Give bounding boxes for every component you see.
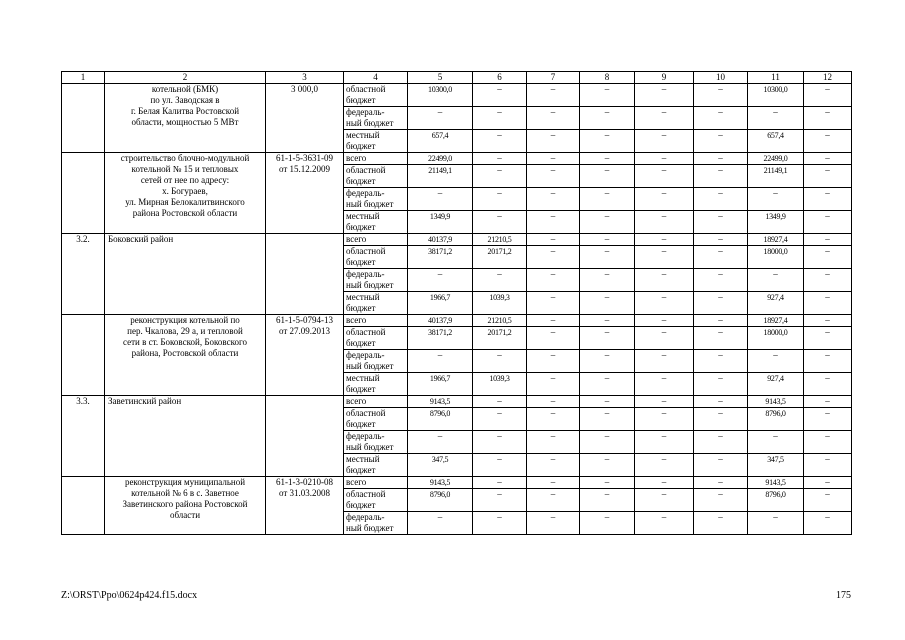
- amount-cell: 927,4: [748, 292, 804, 315]
- amount-cell: –: [635, 408, 694, 431]
- amount-cell: 20171,2: [473, 246, 527, 269]
- amount-cell: –: [635, 350, 694, 373]
- amount-cell: 1966,7: [408, 292, 473, 315]
- amount-cell: –: [473, 477, 527, 489]
- amount-cell: –: [580, 211, 635, 234]
- amount-cell: –: [694, 477, 748, 489]
- amount-cell: –: [473, 489, 527, 512]
- funding-source: местный бюджет: [344, 211, 408, 234]
- amount-cell: –: [804, 350, 852, 373]
- amount-cell: –: [635, 431, 694, 454]
- amount-cell: –: [694, 350, 748, 373]
- amount-cell: –: [694, 130, 748, 153]
- amount-cell: 657,4: [748, 130, 804, 153]
- amount-cell: 9143,5: [408, 477, 473, 489]
- file-path: Z:\ORST\Ppo\0624p424.f15.docx: [61, 590, 198, 601]
- amount-cell: 40137,9: [408, 234, 473, 246]
- column-number: 8: [580, 72, 635, 84]
- item-number: 3.3.: [62, 396, 105, 477]
- amount-cell: –: [527, 269, 580, 292]
- amount-cell: 1966,7: [408, 373, 473, 396]
- amount-cell: –: [635, 396, 694, 408]
- amount-cell: –: [527, 327, 580, 350]
- item-number: [62, 84, 105, 153]
- amount-cell: 10300,0: [748, 84, 804, 107]
- table-row: [62, 396, 852, 408]
- amount-cell: –: [580, 477, 635, 489]
- amount-cell: –: [580, 454, 635, 477]
- amount-cell: –: [527, 454, 580, 477]
- amount-cell: –: [580, 246, 635, 269]
- column-number: 12: [804, 72, 852, 84]
- funding-source: областной бюджет: [344, 165, 408, 188]
- amount-cell: –: [473, 431, 527, 454]
- amount-cell: –: [748, 107, 804, 130]
- amount-cell: 347,5: [408, 454, 473, 477]
- amount-cell: –: [527, 107, 580, 130]
- amount-cell: –: [580, 373, 635, 396]
- amount-cell: –: [527, 84, 580, 107]
- amount-cell: 8796,0: [408, 489, 473, 512]
- column-number: 4: [344, 72, 408, 84]
- amount-cell: –: [527, 477, 580, 489]
- amount-cell: –: [473, 512, 527, 535]
- amount-cell: –: [580, 292, 635, 315]
- amount-cell: –: [804, 512, 852, 535]
- amount-cell: –: [694, 327, 748, 350]
- amount-cell: –: [473, 130, 527, 153]
- amount-cell: –: [527, 431, 580, 454]
- amount-cell: –: [694, 269, 748, 292]
- funding-source: всего: [344, 153, 408, 165]
- amount-cell: –: [748, 431, 804, 454]
- amount-cell: –: [580, 165, 635, 188]
- amount-cell: –: [694, 292, 748, 315]
- amount-cell: –: [580, 350, 635, 373]
- amount-cell: 18000,0: [748, 327, 804, 350]
- item-number: 3.2.: [62, 234, 105, 315]
- table-row: [62, 153, 852, 165]
- amount-cell: –: [694, 315, 748, 327]
- amount-cell: –: [694, 234, 748, 246]
- project-code: [266, 396, 344, 477]
- amount-cell: –: [804, 408, 852, 431]
- amount-cell: –: [408, 350, 473, 373]
- amount-cell: 1349,9: [408, 211, 473, 234]
- amount-cell: –: [580, 188, 635, 211]
- amount-cell: –: [804, 211, 852, 234]
- table-row: [62, 315, 852, 327]
- amount-cell: –: [804, 165, 852, 188]
- amount-cell: 1039,3: [473, 373, 527, 396]
- amount-cell: –: [408, 512, 473, 535]
- amount-cell: –: [408, 107, 473, 130]
- amount-cell: –: [635, 512, 694, 535]
- amount-cell: 40137,9: [408, 315, 473, 327]
- amount-cell: –: [635, 130, 694, 153]
- amount-cell: –: [635, 188, 694, 211]
- amount-cell: –: [804, 327, 852, 350]
- amount-cell: –: [694, 512, 748, 535]
- amount-cell: 38171,2: [408, 327, 473, 350]
- amount-cell: –: [635, 373, 694, 396]
- amount-cell: –: [527, 489, 580, 512]
- amount-cell: –: [473, 84, 527, 107]
- amount-cell: –: [635, 246, 694, 269]
- amount-cell: –: [694, 153, 748, 165]
- funding-source: областной бюджет: [344, 327, 408, 350]
- amount-cell: –: [694, 165, 748, 188]
- column-number: 1: [62, 72, 105, 84]
- amount-cell: –: [694, 489, 748, 512]
- amount-cell: –: [635, 107, 694, 130]
- amount-cell: –: [694, 373, 748, 396]
- amount-cell: 1039,3: [473, 292, 527, 315]
- funding-source: местный бюджет: [344, 130, 408, 153]
- project-code: 61-1-3-0210-08 от 31.03.2008: [266, 477, 344, 535]
- column-number: 11: [748, 72, 804, 84]
- amount-cell: –: [694, 454, 748, 477]
- amount-cell: 8796,0: [408, 408, 473, 431]
- amount-cell: –: [580, 396, 635, 408]
- amount-cell: –: [473, 350, 527, 373]
- item-name: Боковский район: [105, 234, 266, 315]
- column-number: 9: [635, 72, 694, 84]
- amount-cell: –: [473, 269, 527, 292]
- amount-cell: –: [804, 373, 852, 396]
- amount-cell: –: [635, 489, 694, 512]
- funding-source: федераль- ный бюджет: [344, 107, 408, 130]
- amount-cell: 22499,0: [748, 153, 804, 165]
- amount-cell: 20171,2: [473, 327, 527, 350]
- amount-cell: 18927,4: [748, 315, 804, 327]
- amount-cell: –: [473, 396, 527, 408]
- amount-cell: –: [527, 153, 580, 165]
- amount-cell: –: [527, 373, 580, 396]
- amount-cell: –: [748, 188, 804, 211]
- amount-cell: –: [473, 188, 527, 211]
- item-name: реконструкция муниципальной котельной № 6 в с. Заветное Заветинского района Ростовской области: [105, 477, 266, 535]
- amount-cell: –: [694, 246, 748, 269]
- amount-cell: –: [527, 292, 580, 315]
- amount-cell: 21210,5: [473, 315, 527, 327]
- amount-cell: –: [694, 431, 748, 454]
- amount-cell: 18000,0: [748, 246, 804, 269]
- item-name: Заветинский район: [105, 396, 266, 477]
- amount-cell: 21149,1: [408, 165, 473, 188]
- amount-cell: –: [804, 315, 852, 327]
- amount-cell: –: [580, 107, 635, 130]
- table-row: [62, 234, 852, 246]
- project-code: 61-1-5-0794-13 от 27.09.2013: [266, 315, 344, 396]
- amount-cell: –: [748, 512, 804, 535]
- amount-cell: –: [408, 269, 473, 292]
- funding-source: всего: [344, 234, 408, 246]
- amount-cell: –: [804, 454, 852, 477]
- funding-source: областной бюджет: [344, 246, 408, 269]
- amount-cell: 1349,9: [748, 211, 804, 234]
- amount-cell: –: [527, 130, 580, 153]
- amount-cell: –: [473, 165, 527, 188]
- amount-cell: –: [635, 211, 694, 234]
- amount-cell: 22499,0: [408, 153, 473, 165]
- item-number: [62, 153, 105, 234]
- amount-cell: –: [580, 512, 635, 535]
- amount-cell: –: [635, 153, 694, 165]
- amount-cell: –: [748, 350, 804, 373]
- amount-cell: –: [527, 165, 580, 188]
- amount-cell: –: [408, 431, 473, 454]
- amount-cell: –: [694, 84, 748, 107]
- amount-cell: –: [527, 188, 580, 211]
- funding-source: федераль- ный бюджет: [344, 512, 408, 535]
- amount-cell: –: [527, 246, 580, 269]
- amount-cell: –: [804, 234, 852, 246]
- amount-cell: –: [635, 84, 694, 107]
- amount-cell: –: [804, 489, 852, 512]
- funding-source: всего: [344, 396, 408, 408]
- amount-cell: –: [804, 246, 852, 269]
- amount-cell: –: [635, 477, 694, 489]
- funding-source: местный бюджет: [344, 292, 408, 315]
- item-name: котельной (БМК) по ул. Заводская в г. Белая Калитва Ростовской области, мощностью 5 МВт: [105, 84, 266, 153]
- amount-cell: –: [473, 153, 527, 165]
- amount-cell: –: [694, 396, 748, 408]
- amount-cell: –: [635, 292, 694, 315]
- table-row: [62, 477, 852, 489]
- amount-cell: –: [804, 153, 852, 165]
- item-name: реконструкция котельной по пер. Чкалова, 29 а, и тепловой сети в ст. Боковской, Боковского района, Ростовской области: [105, 315, 266, 396]
- column-number: 3: [266, 72, 344, 84]
- amount-cell: –: [635, 165, 694, 188]
- funding-source: федераль- ный бюджет: [344, 188, 408, 211]
- amount-cell: –: [527, 350, 580, 373]
- project-code: 3 000,0: [266, 84, 344, 153]
- column-number: 2: [105, 72, 266, 84]
- amount-cell: 38171,2: [408, 246, 473, 269]
- page-number: 175: [836, 590, 851, 601]
- amount-cell: –: [804, 188, 852, 211]
- amount-cell: –: [694, 408, 748, 431]
- funding-source: областной бюджет: [344, 408, 408, 431]
- amount-cell: –: [580, 269, 635, 292]
- amount-cell: 9143,5: [408, 396, 473, 408]
- column-number: 10: [694, 72, 748, 84]
- funding-source: федераль- ный бюджет: [344, 350, 408, 373]
- amount-cell: –: [527, 234, 580, 246]
- project-code: [266, 234, 344, 315]
- amount-cell: –: [580, 130, 635, 153]
- amount-cell: –: [580, 489, 635, 512]
- amount-cell: –: [635, 327, 694, 350]
- amount-cell: –: [804, 107, 852, 130]
- amount-cell: 9143,5: [748, 396, 804, 408]
- funding-source: федераль- ный бюджет: [344, 269, 408, 292]
- amount-cell: –: [804, 269, 852, 292]
- amount-cell: –: [804, 431, 852, 454]
- amount-cell: –: [804, 477, 852, 489]
- column-number: 5: [408, 72, 473, 84]
- funding-source: областной бюджет: [344, 489, 408, 512]
- amount-cell: –: [580, 153, 635, 165]
- column-number: 6: [473, 72, 527, 84]
- funding-source: местный бюджет: [344, 373, 408, 396]
- column-number: 7: [527, 72, 580, 84]
- amount-cell: –: [804, 292, 852, 315]
- amount-cell: –: [804, 130, 852, 153]
- amount-cell: –: [527, 396, 580, 408]
- amount-cell: –: [580, 327, 635, 350]
- funding-source: местный бюджет: [344, 454, 408, 477]
- funding-source: всего: [344, 315, 408, 327]
- amount-cell: –: [580, 84, 635, 107]
- amount-cell: –: [527, 211, 580, 234]
- amount-cell: –: [748, 269, 804, 292]
- amount-cell: –: [580, 315, 635, 327]
- amount-cell: –: [473, 211, 527, 234]
- item-number: [62, 477, 105, 535]
- amount-cell: –: [635, 315, 694, 327]
- amount-cell: –: [694, 107, 748, 130]
- item-name: строительство блочно-модульной котельной № 15 и тепловых сетей от нее по адресу: х. Богураев, ул. Мирная Белокалитвинского района Ростовской области: [105, 153, 266, 234]
- amount-cell: –: [473, 107, 527, 130]
- amount-cell: 21149,1: [748, 165, 804, 188]
- amount-cell: –: [580, 408, 635, 431]
- amount-cell: 8796,0: [748, 408, 804, 431]
- amount-cell: 21210,5: [473, 234, 527, 246]
- amount-cell: –: [580, 234, 635, 246]
- funding-source: всего: [344, 477, 408, 489]
- amount-cell: 9143,5: [748, 477, 804, 489]
- table-row: [62, 84, 852, 107]
- amount-cell: 18927,4: [748, 234, 804, 246]
- amount-cell: 8796,0: [748, 489, 804, 512]
- amount-cell: 927,4: [748, 373, 804, 396]
- amount-cell: –: [527, 408, 580, 431]
- amount-cell: –: [527, 512, 580, 535]
- amount-cell: 347,5: [748, 454, 804, 477]
- amount-cell: –: [635, 269, 694, 292]
- item-number: [62, 315, 105, 396]
- amount-cell: 657,4: [408, 130, 473, 153]
- budget-table: [61, 71, 852, 535]
- project-code: 61-1-5-3631-09 от 15.12.2009: [266, 153, 344, 234]
- funding-source: областной бюджет: [344, 84, 408, 107]
- amount-cell: –: [473, 454, 527, 477]
- header-row: [62, 72, 852, 84]
- amount-cell: –: [473, 408, 527, 431]
- amount-cell: –: [408, 188, 473, 211]
- amount-cell: –: [804, 396, 852, 408]
- amount-cell: –: [694, 211, 748, 234]
- amount-cell: –: [527, 315, 580, 327]
- amount-cell: –: [580, 431, 635, 454]
- amount-cell: –: [804, 84, 852, 107]
- amount-cell: –: [635, 454, 694, 477]
- amount-cell: 10300,0: [408, 84, 473, 107]
- funding-source: федераль- ный бюджет: [344, 431, 408, 454]
- amount-cell: –: [635, 234, 694, 246]
- amount-cell: –: [694, 188, 748, 211]
